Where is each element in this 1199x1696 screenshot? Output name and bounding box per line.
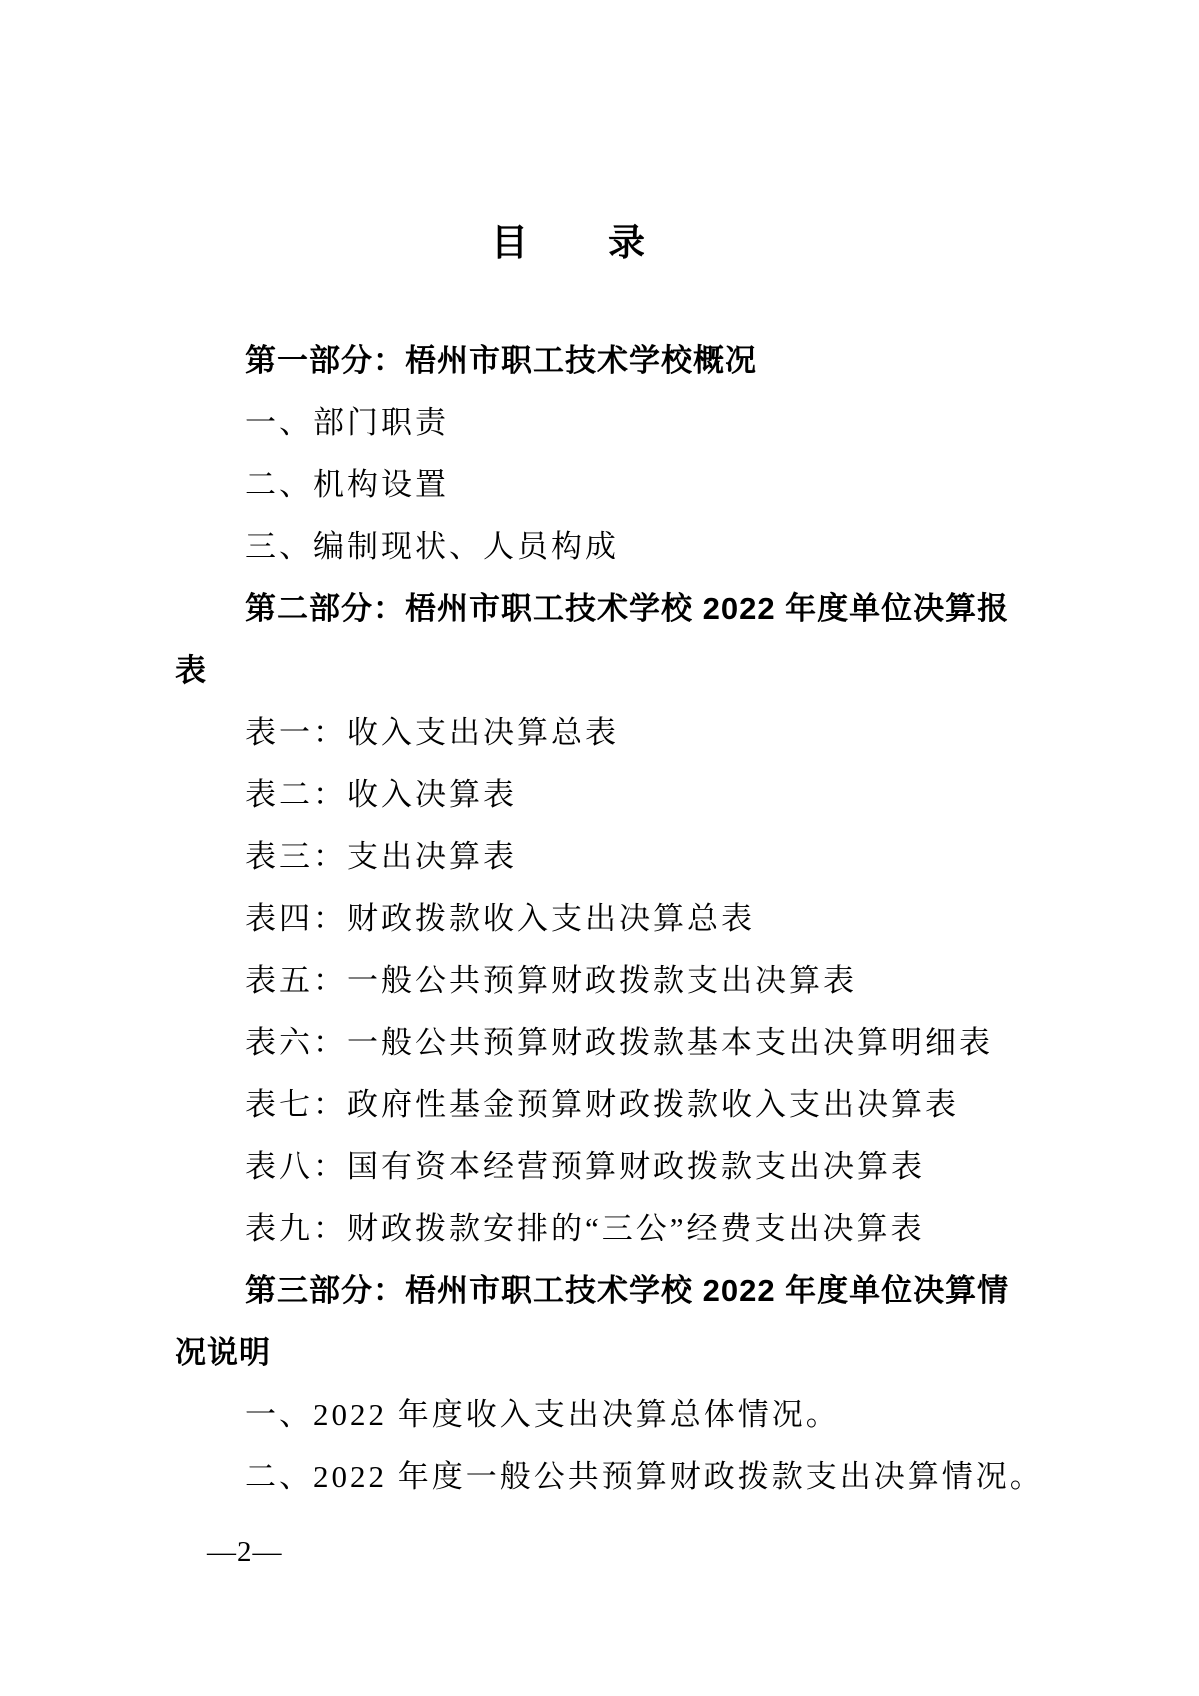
section3-heading-line1: 第三部分：梧州市职工技术学校 2022 年度单位决算情 <box>245 1273 1010 1308</box>
section2-heading-line2: 表 <box>175 653 207 688</box>
toc-item: 表一：收入支出决算总表 <box>245 715 619 750</box>
toc-item: 一、2022 年度收入支出决算总体情况。 <box>245 1397 840 1432</box>
toc-item: 三、编制现状、人员构成 <box>245 529 619 564</box>
toc-item: 表七：政府性基金预算财政拨款收入支出决算表 <box>245 1087 959 1122</box>
toc-item: 一、部门职责 <box>245 405 449 440</box>
toc-item: 表九：财政拨款安排的“三公”经费支出决算表 <box>245 1211 925 1246</box>
toc-item: 表二：收入决算表 <box>245 777 517 812</box>
section3-heading-line2: 况说明 <box>175 1335 271 1370</box>
page-title: 目 录 <box>491 222 647 263</box>
toc-item: 二、机构设置 <box>245 467 449 502</box>
title-spacer <box>175 274 1023 330</box>
section1-heading: 第一部分：梧州市职工技术学校概况 <box>245 343 757 378</box>
toc-content <box>175 0 1044 1508</box>
section2-heading-line1: 第二部分：梧州市职工技术学校 2022 年度单位决算报 <box>245 591 1010 626</box>
toc-item: 表六：一般公共预算财政拨款基本支出决算明细表 <box>245 1025 993 1060</box>
toc-item: 表八：国有资本经营预算财政拨款支出决算表 <box>245 1149 925 1184</box>
toc-item: 二、2022 年度一般公共预算财政拨款支出决算情况。 <box>245 1459 1044 1494</box>
toc-item: 表三：支出决算表 <box>245 839 517 874</box>
page-number: —2— <box>207 1536 283 1568</box>
toc-item: 表五：一般公共预算财政拨款支出决算表 <box>245 963 857 998</box>
toc-item: 表四：财政拨款收入支出决算总表 <box>245 901 755 936</box>
